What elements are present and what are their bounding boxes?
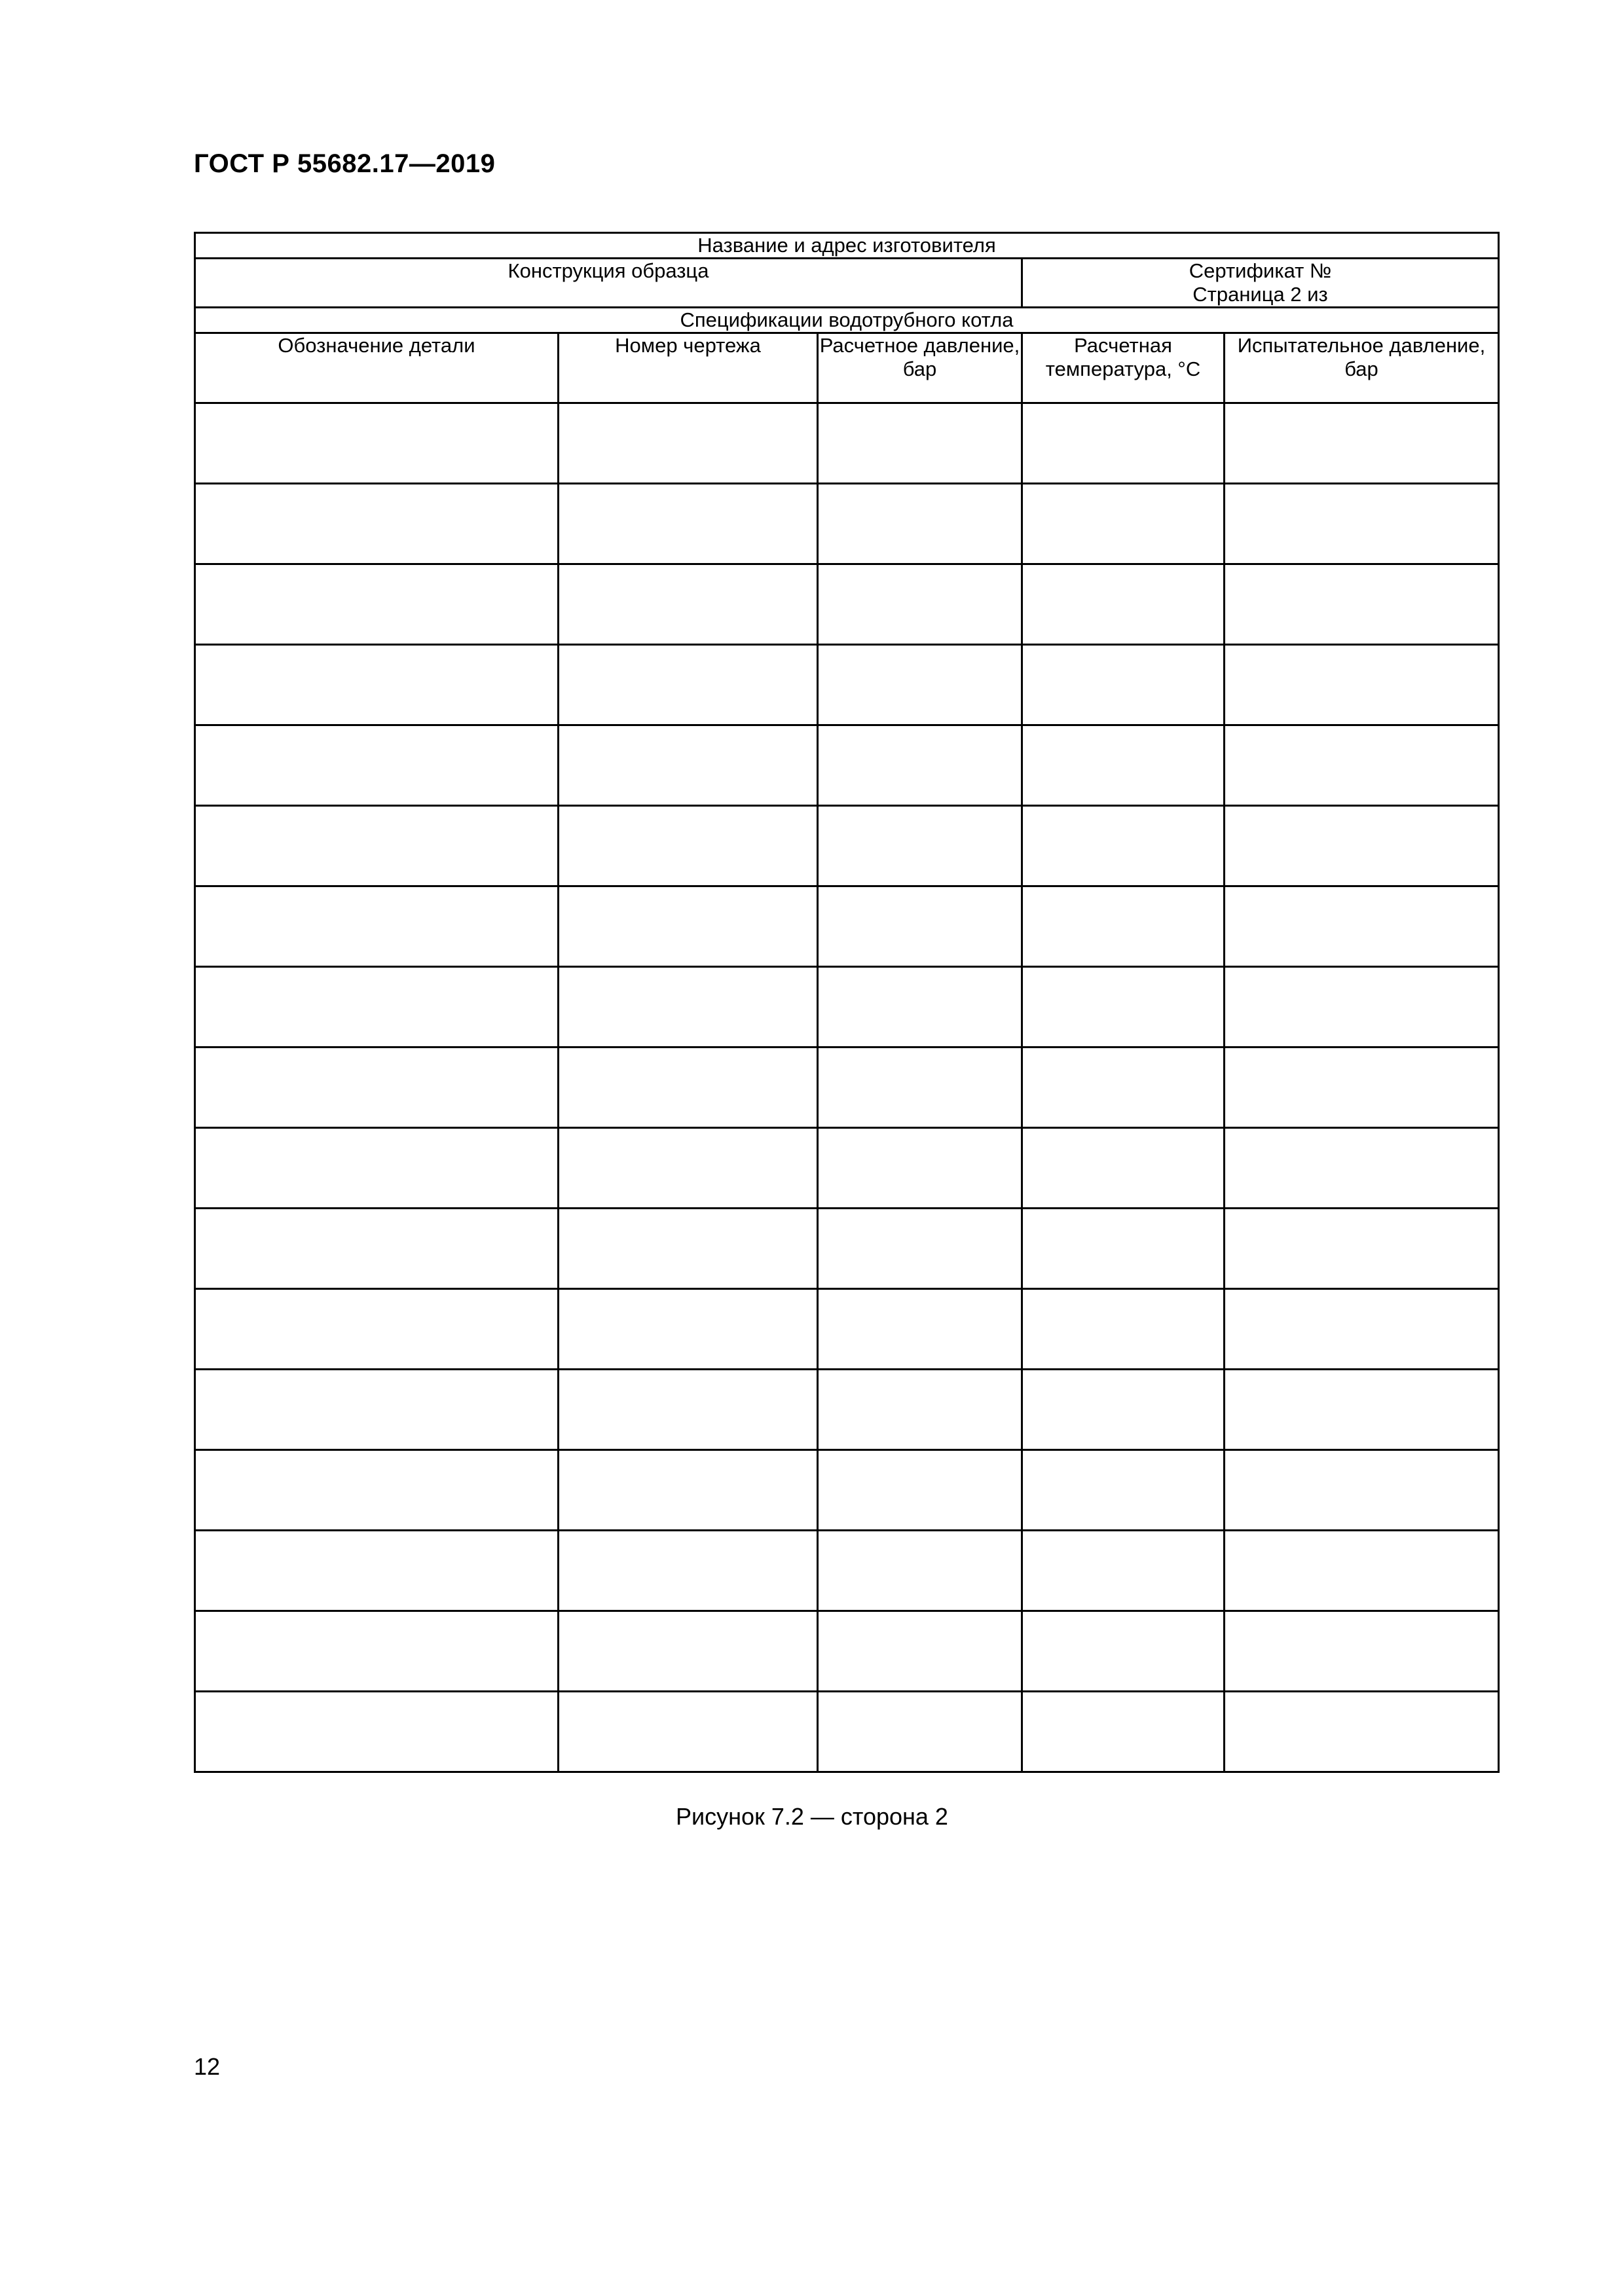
col-header-design-temperature: Расчетная температура, °С — [1022, 333, 1225, 403]
cell-design-pressure[interactable] — [818, 806, 1022, 886]
cell-part-designation[interactable] — [195, 1370, 559, 1450]
cell-design-temperature[interactable] — [1022, 967, 1225, 1048]
cell-drawing-number[interactable] — [559, 1531, 818, 1611]
col-header-design-pressure: Расчетное давление, бар — [818, 333, 1022, 403]
cell-design-temperature[interactable] — [1022, 403, 1225, 484]
cell-test-pressure[interactable] — [1225, 1289, 1499, 1370]
manufacturer-label: Название и адрес изготовителя — [195, 233, 1499, 259]
cell-design-pressure[interactable] — [818, 1531, 1022, 1611]
cell-drawing-number[interactable] — [559, 725, 818, 806]
cell-design-pressure[interactable] — [818, 1692, 1022, 1772]
cell-test-pressure[interactable] — [1225, 1611, 1499, 1692]
table-row — [195, 1450, 1499, 1531]
cell-test-pressure[interactable] — [1225, 886, 1499, 967]
cell-part-designation[interactable] — [195, 645, 559, 725]
cell-test-pressure[interactable] — [1225, 1450, 1499, 1531]
table-row — [195, 484, 1499, 564]
cell-test-pressure[interactable] — [1225, 1370, 1499, 1450]
cell-drawing-number[interactable] — [559, 564, 818, 645]
cell-drawing-number[interactable] — [559, 806, 818, 886]
cell-test-pressure[interactable] — [1225, 1128, 1499, 1209]
cell-design-pressure[interactable] — [818, 645, 1022, 725]
cell-design-temperature[interactable] — [1022, 886, 1225, 967]
cell-test-pressure[interactable] — [1225, 564, 1499, 645]
cell-design-temperature[interactable] — [1022, 564, 1225, 645]
cell-drawing-number[interactable] — [559, 1450, 818, 1531]
cell-design-temperature[interactable] — [1022, 1128, 1225, 1209]
cell-part-designation[interactable] — [195, 1209, 559, 1289]
cell-design-pressure[interactable] — [818, 403, 1022, 484]
cell-design-pressure[interactable] — [818, 1289, 1022, 1370]
cell-drawing-number[interactable] — [559, 1209, 818, 1289]
column-header-row — [195, 333, 1499, 403]
table-row — [195, 886, 1499, 967]
cell-part-designation[interactable] — [195, 1531, 559, 1611]
cell-part-designation[interactable] — [195, 1450, 559, 1531]
document-id: ГОСТ Р 55682.17—2019 — [194, 149, 496, 178]
cell-design-temperature[interactable] — [1022, 806, 1225, 886]
cell-part-designation[interactable] — [195, 967, 559, 1048]
cell-design-temperature[interactable] — [1022, 484, 1225, 564]
cell-design-pressure[interactable] — [818, 1370, 1022, 1450]
cell-test-pressure[interactable] — [1225, 645, 1499, 725]
cell-test-pressure[interactable] — [1225, 806, 1499, 886]
cell-drawing-number[interactable] — [559, 1048, 818, 1128]
table-row — [195, 403, 1499, 484]
table-row — [195, 645, 1499, 725]
cell-design-pressure[interactable] — [818, 725, 1022, 806]
cell-test-pressure[interactable] — [1225, 403, 1499, 484]
table-row — [195, 1289, 1499, 1370]
cell-design-temperature[interactable] — [1022, 1531, 1225, 1611]
certificate-cell — [1022, 259, 1499, 308]
manufacturer-row — [195, 233, 1499, 259]
cell-design-pressure[interactable] — [818, 564, 1022, 645]
cell-design-temperature[interactable] — [1022, 1450, 1225, 1531]
specification-form — [194, 232, 1500, 1773]
col-header-part-designation: Обозначение детали — [195, 333, 559, 403]
cell-design-pressure[interactable] — [818, 967, 1022, 1048]
cell-design-pressure[interactable] — [818, 1450, 1022, 1531]
cell-test-pressure[interactable] — [1225, 484, 1499, 564]
spec-title-row — [195, 308, 1499, 333]
table-row — [195, 1370, 1499, 1450]
cell-part-designation[interactable] — [195, 484, 559, 564]
cell-design-pressure[interactable] — [818, 1128, 1022, 1209]
table-row — [195, 1531, 1499, 1611]
cell-design-temperature[interactable] — [1022, 1289, 1225, 1370]
cell-part-designation[interactable] — [195, 1128, 559, 1209]
cell-design-temperature[interactable] — [1022, 1209, 1225, 1289]
cell-drawing-number[interactable] — [559, 484, 818, 564]
cell-drawing-number[interactable] — [559, 1370, 818, 1450]
col-header-drawing-number: Номер чертежа — [559, 333, 818, 403]
cell-drawing-number[interactable] — [559, 1692, 818, 1772]
cell-drawing-number[interactable] — [559, 403, 818, 484]
cell-part-designation[interactable] — [195, 403, 559, 484]
cell-design-pressure[interactable] — [818, 1048, 1022, 1128]
table-row — [195, 564, 1499, 645]
table-row — [195, 1128, 1499, 1209]
table-row — [195, 1209, 1499, 1289]
cell-design-pressure[interactable] — [818, 886, 1022, 967]
col-header-test-pressure: Испытательное давление, бар — [1225, 333, 1499, 403]
cell-design-temperature[interactable] — [1022, 1048, 1225, 1128]
cell-part-designation[interactable] — [195, 886, 559, 967]
cell-part-designation[interactable] — [195, 1289, 559, 1370]
cell-part-designation[interactable] — [195, 1611, 559, 1692]
cell-design-temperature[interactable] — [1022, 1692, 1225, 1772]
table-row — [195, 725, 1499, 806]
cell-drawing-number[interactable] — [559, 645, 818, 725]
cell-design-temperature[interactable] — [1022, 725, 1225, 806]
design-label: Конструкция образца — [195, 259, 1022, 308]
spec-title: Спецификации водотрубного котла — [195, 308, 1499, 333]
cell-test-pressure[interactable] — [1225, 967, 1499, 1048]
cell-part-designation[interactable] — [195, 725, 559, 806]
cell-part-designation[interactable] — [195, 806, 559, 886]
cell-design-pressure[interactable] — [818, 1209, 1022, 1289]
cell-part-designation[interactable] — [195, 1692, 559, 1772]
certificate-label: Сертификат № — [1189, 259, 1332, 282]
page-number: 12 — [194, 2053, 221, 2080]
cell-drawing-number[interactable] — [559, 886, 818, 967]
table-row — [195, 806, 1499, 886]
figure-caption: Рисунок 7.2 — сторона 2 — [676, 1803, 948, 1830]
cell-test-pressure[interactable] — [1225, 1531, 1499, 1611]
cell-design-temperature[interactable] — [1022, 1611, 1225, 1692]
cell-part-designation[interactable] — [195, 1048, 559, 1128]
cell-drawing-number[interactable] — [559, 1289, 818, 1370]
cell-design-pressure[interactable] — [818, 1611, 1022, 1692]
table-row — [195, 1048, 1499, 1128]
cell-design-temperature[interactable] — [1022, 645, 1225, 725]
cell-drawing-number[interactable] — [559, 1611, 818, 1692]
cell-part-designation[interactable] — [195, 564, 559, 645]
cell-test-pressure[interactable] — [1225, 1048, 1499, 1128]
cell-test-pressure[interactable] — [1225, 1209, 1499, 1289]
cell-drawing-number[interactable] — [559, 967, 818, 1048]
table-row — [195, 967, 1499, 1048]
cell-test-pressure[interactable] — [1225, 725, 1499, 806]
page-of-label: Страница 2 из — [1192, 283, 1328, 306]
cell-drawing-number[interactable] — [559, 1128, 818, 1209]
table-row — [195, 1611, 1499, 1692]
cell-design-pressure[interactable] — [818, 484, 1022, 564]
design-row — [195, 259, 1499, 308]
cell-test-pressure[interactable] — [1225, 1692, 1499, 1772]
cell-design-temperature[interactable] — [1022, 1370, 1225, 1450]
table-row — [195, 1692, 1499, 1772]
